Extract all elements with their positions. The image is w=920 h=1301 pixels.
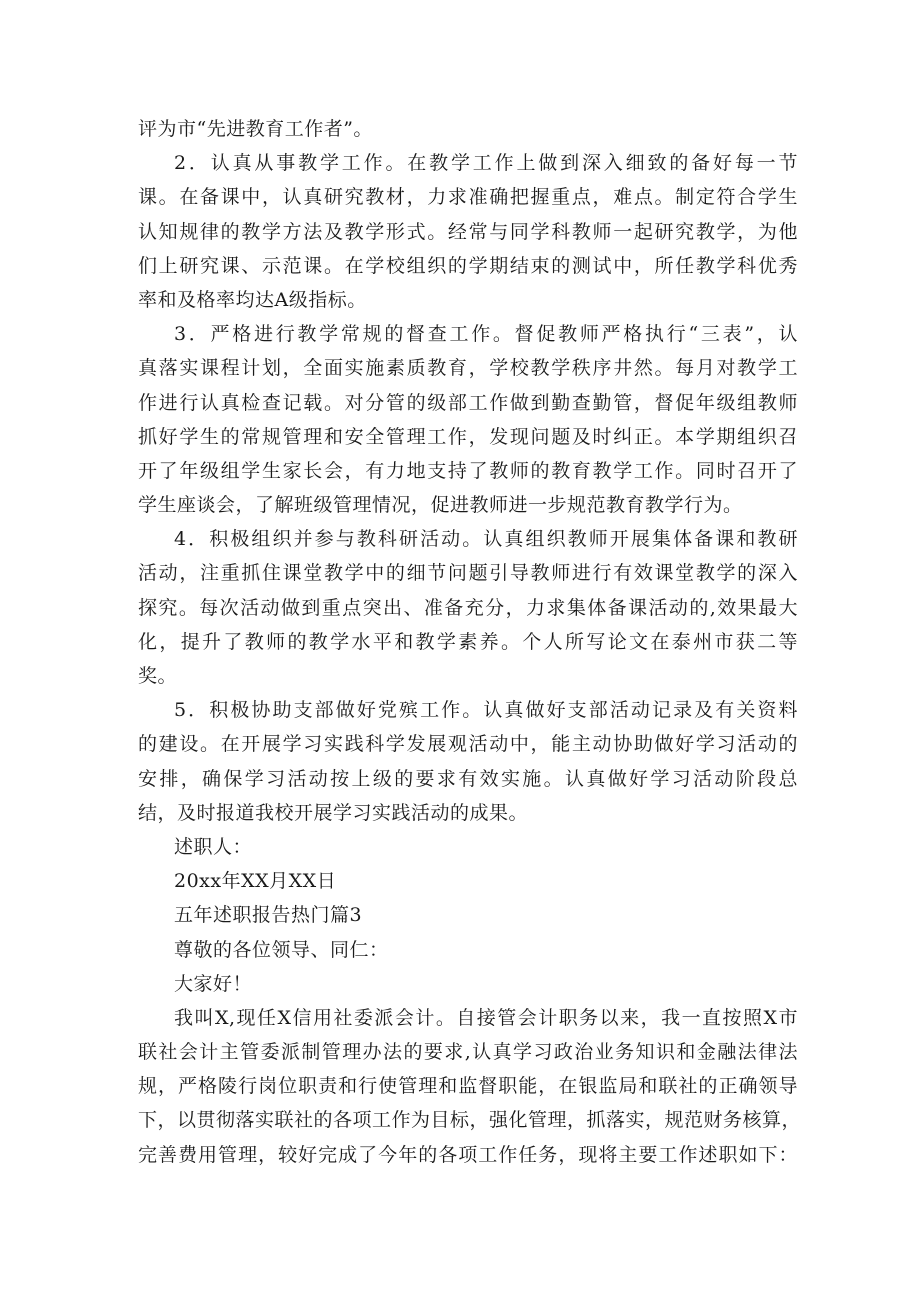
text-line: 化，提升了教师的教学水平和教学素养。个人所写论文在泰州市获二等 [138,630,798,653]
text-line: 完善费用管理，较好完成了今年的各项工作任务，现将主要工作述职如下： [138,1143,798,1166]
text-line: 2．认真从事教学工作。在教学工作上做到深入细致的备好每一节 [174,152,798,175]
paragraph-item-5 [138,693,798,830]
text-line: 课。在备课中，认真研究教材，力求准确把握重点，难点。制定符合学生 [138,186,798,209]
paragraph-item-2 [138,146,798,317]
text-line: 探究。每次活动做到重点突出、准备充分，力求集体备课活动的,效果最大 [138,596,798,619]
reporter-label: 述职人： [174,835,253,858]
text-line: 认知规律的教学方法及教学形式。经常与同学科教师一起研究教学，为他 [138,220,798,243]
text-line: 下，以贯彻落实联社的各项工作为目标，强化管理，抓落实，规范财务核算， [138,1109,802,1132]
text-line: 安排，确保学习活动按上级的要求有效实施。认真做好学习活动阶段总 [138,767,798,790]
text-line: 4．积极组织并参与教科研活动。认真组织教师开展集体备课和教研 [174,528,798,551]
text-line: 结，及时报道我校开展学习实践活动的成果。 [138,801,529,824]
text-line: 的建设。在开展学习实践科学发展观活动中，能主动协助做好学习活动的 [138,733,798,756]
text-line: 我叫X,现任X信用社委派会计。自接管会计职务以来，我一直按照X市 [174,1006,798,1029]
text-line: 抓好学生的常规管理和安全管理工作，发现问题及时纠正。本学期组织召 [138,425,798,448]
salutation: 尊敬的各位领导、同仁： [174,938,389,961]
text-line: 学生座谈会，了解班级管理情况，促进教师进一步规范教育教学行为。 [138,494,743,517]
text-line: 真落实课程计划，全面实施素质教育，学校教学秩序井然。每月对教学工 [138,357,798,380]
paragraph-intro [138,1001,802,1172]
text-line: 评为市“先进教育工作者”。 [138,118,373,140]
text-line: 联社会计主管委派制管理办法的要求,认真学习政治业务知识和金融法律法 [138,1041,798,1064]
report-date: 20xx年XX月XX日 [174,870,337,893]
section-title: 五年述职报告热门篇3 [174,904,363,927]
text-line: 奖。 [138,665,178,687]
text-line: 5．积极协助支部做好党殡工作。认真做好支部活动记录及有关资料 [174,699,798,722]
text-line: 率和及格率均达A级指标。 [138,288,367,311]
text-line: 规，严格陵行岗位职责和行使管理和监督职能，在银监局和联社的正确领导 [138,1075,798,1098]
greeting: 大家好！ [174,972,253,995]
document-page [138,112,802,1172]
text-line: 们上研究课、示范课。在学校组织的学期结束的测试中，所任教学科优秀 [138,254,798,277]
text-line: 作进行认真检查记载。对分管的级部工作做到勤查勤管，督促年级组教师 [138,391,798,414]
text-line: 活动，注重抓住课堂教学中的细节问题引导教师进行有效课堂教学的深入 [138,562,798,585]
paragraph [138,112,798,146]
text-line: 开了年级组学生家长会，有力地支持了教师的教育教学工作。同时召开了 [138,459,798,482]
text-line: 3．严格进行教学常规的督查工作。督促教师严格执行“三表”，认 [174,323,798,346]
paragraph-item-4 [138,522,798,693]
paragraph-item-3 [138,317,798,522]
